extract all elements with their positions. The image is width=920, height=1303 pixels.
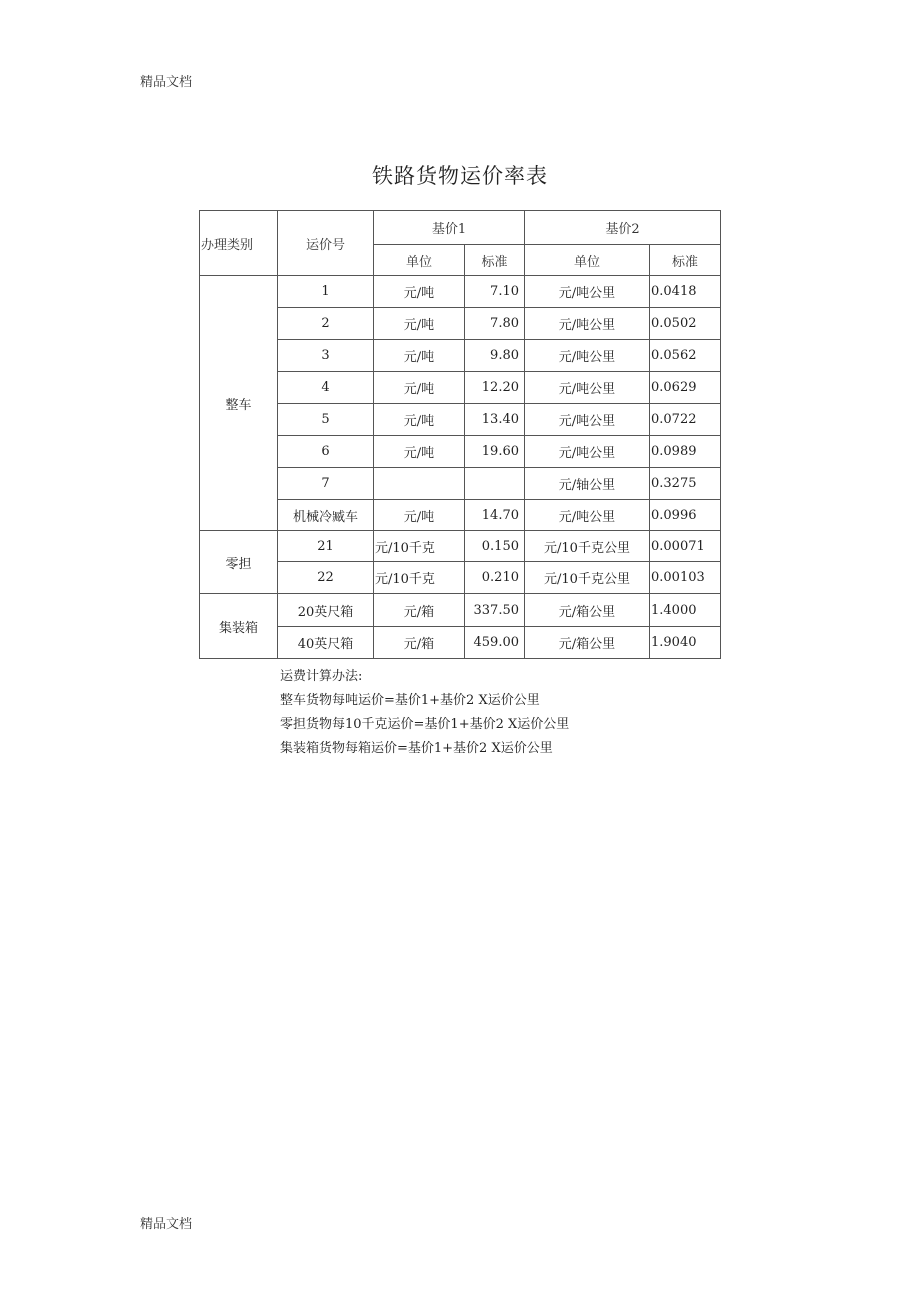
notes-line: 集装箱货物每箱运价=基价1+基价2 X运价公里 xyxy=(280,741,553,756)
table-row xyxy=(200,436,721,468)
code-cell: 6 xyxy=(278,436,374,468)
header-unit2: 单位 xyxy=(525,245,650,276)
header-base1: 基价1 xyxy=(374,211,525,245)
table-row xyxy=(200,372,721,404)
base2-unit-cell: 元/吨公里 xyxy=(525,276,650,308)
base2-unit-cell: 元/吨公里 xyxy=(525,436,650,468)
code-cell: 22 xyxy=(278,562,374,594)
base1-unit-cell: 元/吨 xyxy=(374,340,465,372)
table-row xyxy=(200,500,721,531)
page-footer: 精品文档 xyxy=(140,1217,193,1232)
table-header-row xyxy=(200,211,721,245)
code-cell: 20英尺箱 xyxy=(278,594,374,627)
code-cell: 4 xyxy=(278,372,374,404)
base2-unit-cell: 元/吨公里 xyxy=(525,500,650,531)
table-row xyxy=(200,340,721,372)
base2-standard-cell: 0.0996 xyxy=(650,500,721,531)
rate-table xyxy=(199,210,721,659)
base2-standard-cell: 0.0562 xyxy=(650,340,721,372)
base2-standard-cell: 0.0722 xyxy=(650,404,721,436)
base1-unit-cell: 元/吨 xyxy=(374,404,465,436)
base1-unit-cell: 元/箱 xyxy=(374,627,465,659)
base1-standard-cell xyxy=(465,468,525,500)
base2-standard-cell: 0.3275 xyxy=(650,468,721,500)
code-cell: 5 xyxy=(278,404,374,436)
header-std1: 标准 xyxy=(465,245,525,276)
base1-standard-cell: 14.70 xyxy=(465,500,525,531)
base2-unit-cell: 元/吨公里 xyxy=(525,308,650,340)
base1-unit-cell: 元/吨 xyxy=(374,436,465,468)
base1-unit-cell: 元/10千克 xyxy=(374,531,465,562)
header-unit1: 单位 xyxy=(374,245,465,276)
header-category: 办理类别 xyxy=(200,211,278,276)
base1-unit-cell: 元/吨 xyxy=(374,500,465,531)
table-row xyxy=(200,627,721,659)
code-cell: 3 xyxy=(278,340,374,372)
base2-standard-cell: 0.00071 xyxy=(650,531,721,562)
base2-standard-cell: 0.0418 xyxy=(650,276,721,308)
base1-standard-cell: 12.20 xyxy=(465,372,525,404)
base2-unit-cell: 元/吨公里 xyxy=(525,404,650,436)
base2-standard-cell: 0.0502 xyxy=(650,308,721,340)
base1-standard-cell: 13.40 xyxy=(465,404,525,436)
page-header: 精品文档 xyxy=(140,75,193,90)
code-cell: 机械冷臧车 xyxy=(278,500,374,531)
base1-standard-cell: 19.60 xyxy=(465,436,525,468)
base2-unit-cell: 元/轴公里 xyxy=(525,468,650,500)
category-cell: 集装箱 xyxy=(200,594,278,659)
base1-unit-cell: 元/吨 xyxy=(374,276,465,308)
code-cell: 2 xyxy=(278,308,374,340)
base1-standard-cell: 9.80 xyxy=(465,340,525,372)
table-row xyxy=(200,468,721,500)
base1-unit-cell: 元/吨 xyxy=(374,372,465,404)
header-std2: 标准 xyxy=(650,245,721,276)
page-title: 铁路货物运价率表 xyxy=(372,164,548,188)
base2-unit-cell: 元/10千克公里 xyxy=(525,562,650,594)
base1-standard-cell: 0.150 xyxy=(465,531,525,562)
base1-standard-cell: 7.80 xyxy=(465,308,525,340)
base2-unit-cell: 元/10千克公里 xyxy=(525,531,650,562)
table-row xyxy=(200,308,721,340)
base1-standard-cell: 337.50 xyxy=(465,594,525,627)
notes-line: 整车货物每吨运价=基价1+基价2 X运价公里 xyxy=(280,693,540,708)
base2-unit-cell: 元/吨公里 xyxy=(525,372,650,404)
notes-line: 零担货物每10千克运价=基价1+基价2 X运价公里 xyxy=(280,717,570,732)
base2-unit-cell: 元/箱公里 xyxy=(525,594,650,627)
base2-standard-cell: 1.9040 xyxy=(650,627,721,659)
table-row xyxy=(200,531,721,562)
base2-standard-cell: 0.0629 xyxy=(650,372,721,404)
header-code: 运价号 xyxy=(278,211,374,276)
base2-unit-cell: 元/箱公里 xyxy=(525,627,650,659)
category-cell: 零担 xyxy=(200,531,278,594)
base2-standard-cell: 1.4000 xyxy=(650,594,721,627)
table-row xyxy=(200,594,721,627)
base1-unit-cell: 元/吨 xyxy=(374,308,465,340)
header-base2: 基价2 xyxy=(525,211,721,245)
code-cell: 21 xyxy=(278,531,374,562)
base1-standard-cell: 459.00 xyxy=(465,627,525,659)
base1-unit-cell: 元/箱 xyxy=(374,594,465,627)
table-row xyxy=(200,562,721,594)
code-cell: 40英尺箱 xyxy=(278,627,374,659)
base2-standard-cell: 0.0989 xyxy=(650,436,721,468)
calculation-notes xyxy=(280,665,569,761)
base1-unit-cell: 元/10千克 xyxy=(374,562,465,594)
code-cell: 1 xyxy=(278,276,374,308)
base1-standard-cell: 7.10 xyxy=(465,276,525,308)
base2-unit-cell: 元/吨公里 xyxy=(525,340,650,372)
base2-standard-cell: 0.00103 xyxy=(650,562,721,594)
code-cell: 7 xyxy=(278,468,374,500)
table-row xyxy=(200,404,721,436)
base1-unit-cell xyxy=(374,468,465,500)
category-cell: 整车 xyxy=(200,276,278,531)
base1-standard-cell: 0.210 xyxy=(465,562,525,594)
table-row xyxy=(200,276,721,308)
notes-heading: 运费计算办法: xyxy=(280,669,363,684)
